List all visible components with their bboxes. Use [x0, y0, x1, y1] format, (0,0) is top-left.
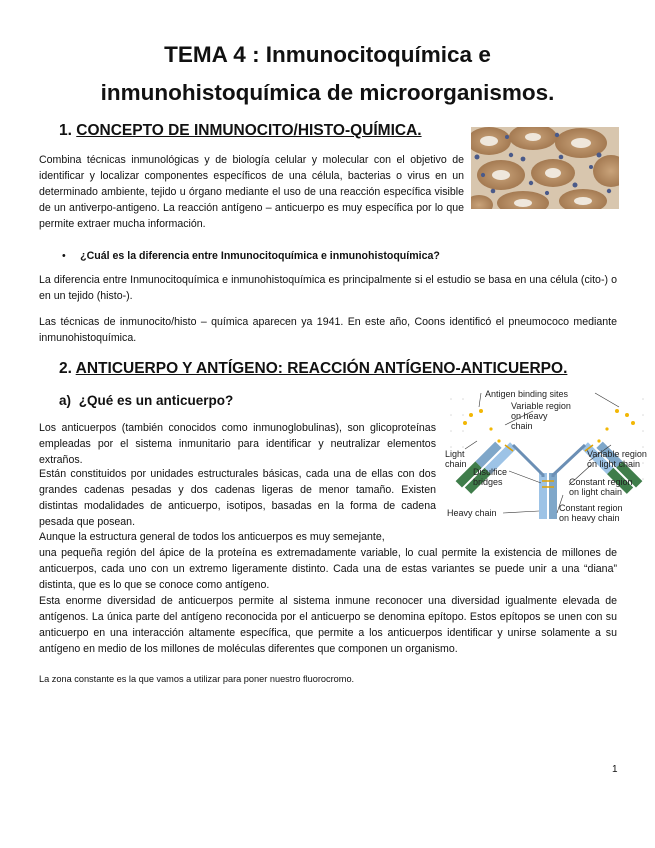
bullet-question-text: ¿Cuál es la diferencia entre Inmunocitoquímica e inmunohistoquímica?: [80, 250, 440, 262]
label-variable-light-1: Variable region: [587, 449, 647, 459]
subheading-a-text: ¿Qué es un anticuerpo?: [78, 393, 234, 408]
subheading-a: [59, 393, 233, 408]
label-variable-light-2: on light chain: [587, 459, 641, 469]
section-2-number: 2.: [59, 360, 72, 377]
label-constant-heavy-2: on heavy chain: [559, 513, 620, 523]
section-1-paragraph-3: Las técnicas de inmunocito/histo – química aparecen ya 1941. En este año, Coons identificó el pneumococo mediante inmunohistoquímica.: [39, 316, 617, 344]
antibody-diagram: [443, 385, 655, 525]
section-2-paragraph-4: Esta enorme diversidad de anticuerpos permite al sistema inmune reconocer una diversidad igualmente elevada de antígenos. La única parte del antígeno reconocida por el anticuerpo se denomina epítopo. Estos epítopos se unen con su anticuerpo en una interacción altamente específica, que permite a los anticuerpos identificar y unirse solamente a su antígeno en medio de los millones de moléculas diferentes que componen un organismo.: [39, 595, 617, 655]
label-disulfide-1: Disulfice: [473, 467, 508, 477]
label-constant-light-2: on light chain: [569, 487, 623, 497]
section-2-paragraph-3-start: Aunque la estructura general de todos los anticuerpos es muy semejante,: [39, 531, 385, 543]
label-variable-heavy-3: chain: [511, 421, 533, 431]
label-variable-heavy-1: Variable region: [511, 401, 571, 411]
tissue-micrograph-image: [471, 127, 619, 209]
section-2-paragraph-1: Los anticuerpos (también conocidos como inmunoglobulinas), son glicoproteínas empleadas por el sistema inmunitario para identificar y neutralizar elementos extraños.: [39, 422, 436, 466]
section-1-heading: [59, 122, 422, 140]
section-1-number: 1.: [59, 122, 72, 139]
section-1-title: CONCEPTO DE INMUNOCITO/HISTO-QUÍMICA.: [76, 122, 422, 139]
page-title-line-2: inmunohistoquímica de microorganismos.: [100, 80, 555, 105]
subheading-a-label: a): [59, 393, 72, 408]
section-2-paragraph-5: La zona constante es la que vamos a utilizar para poner nuestro fluorocromo.: [39, 674, 355, 684]
section-2-title: ANTICUERPO Y ANTÍGENO: REACCIÓN ANTÍGENO-ANTICUERPO.: [75, 360, 568, 377]
label-disulfide-2: bridges: [473, 477, 503, 487]
section-1-paragraph-2: La diferencia entre Inmunocitoquímica e inmunohistoquímica es principalmente si el estudio se basa en una célula (cito-) o en un tejido (histo-).: [39, 274, 617, 302]
label-variable-heavy-2: on heavy: [511, 411, 548, 421]
bullet-question: [62, 246, 440, 264]
bullet-dot-icon: •: [62, 250, 66, 262]
label-constant-light-1: Constant region: [569, 477, 633, 487]
section-2-heading: [59, 360, 567, 378]
label-light-chain-1: Light: [445, 449, 465, 459]
section-2-paragraph-3-rest: una pequeña región del ápice de la proteína es extremadamente variable, lo cual permite la existencia de millones de anticuerpos, cada uno con un extremo ligeramente distinto. Cada una de estas variantes se puede unir a una “diana” distinta, que es lo que se conoce como antígeno.: [39, 547, 617, 591]
label-heavy-chain: Heavy chain: [447, 508, 497, 518]
label-antigen-binding-sites: Antigen binding sites: [485, 389, 569, 399]
page-number: 1: [612, 764, 618, 775]
label-constant-heavy-1: Constant region: [559, 503, 623, 513]
page-title-line-1: TEMA 4 : Inmunocitoquímica e: [164, 42, 491, 67]
section-1-paragraph-1: Combina técnicas inmunológicas y de biología celular y molecular con el objetivo de identificar y localizar componentes específicos de una célula, bacterias o virus en un determinado ambiente, tejido u órgano mediante el uso de una reacción específica visible de un antiverpo-antigeno. La reacción antígeno – anticuerpo es muy específica por lo que permite extraer mucha información.: [39, 154, 464, 230]
label-light-chain-2: chain: [445, 459, 467, 469]
section-2-paragraph-2: Están constituidos por unidades estructurales básicas, cada una de ellas con dos grandes cadenas pesadas y dos cadenas ligeras de menor tamaño. Existen distintas modalidades de anticuerpo, isotipos, basadas en la forma de cadena pesada que posean.: [39, 468, 436, 528]
